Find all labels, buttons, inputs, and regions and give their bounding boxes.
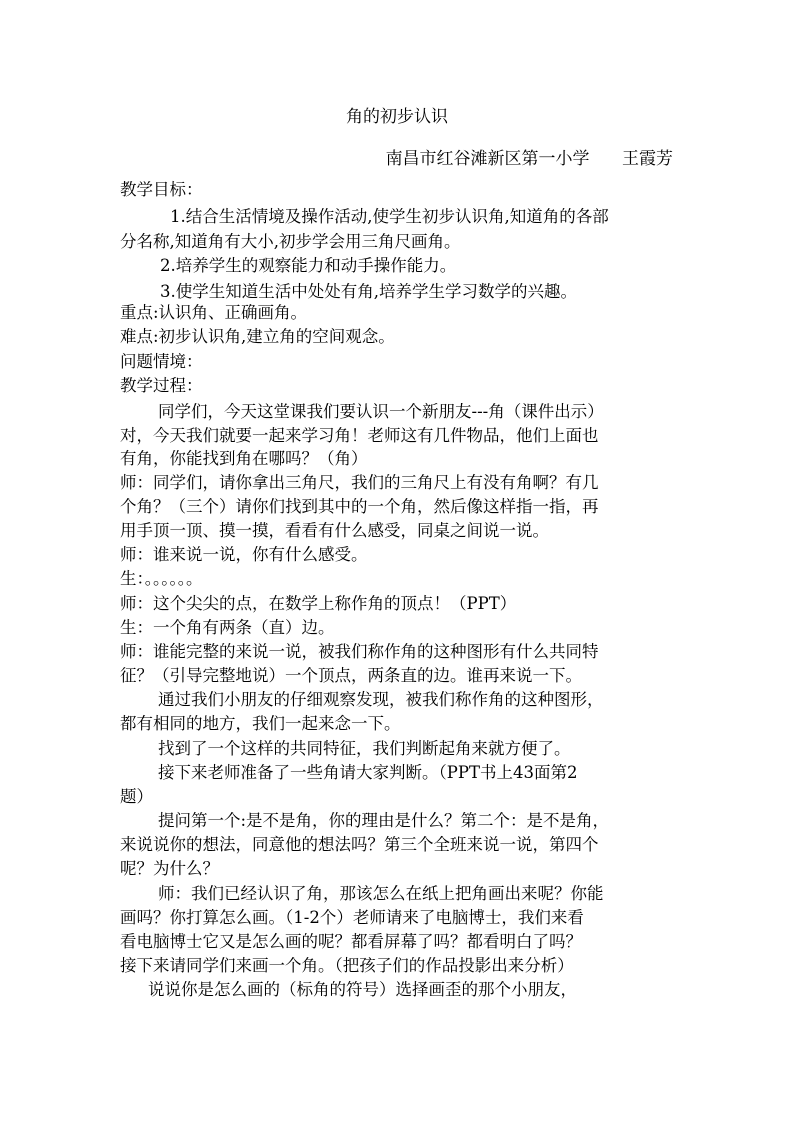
- text-line: 问题情境：: [120, 352, 203, 371]
- text-line: 师：同学们，请你拿出三角尺，我们的三角尺上有没有角啊？有几: [120, 473, 599, 492]
- text-line: 生：一个角有两条（直）边。: [120, 618, 335, 637]
- text-line: 分名称,知道角有大小,初步学会用三角尺画角。: [120, 232, 461, 251]
- author-line: 南昌市红谷滩新区第一小学 王霞芳: [385, 149, 673, 169]
- text-line: 呢？为什么？: [120, 859, 219, 878]
- text-line: 题）: [120, 787, 153, 806]
- text-line: 接下来老师准备了一些角请大家判断。（PPT书上43面第2: [158, 763, 578, 782]
- text-line: 说说你是怎么画的（标角的符号）选择画歪的那个小朋友，: [148, 980, 577, 999]
- text-line: 师：这个尖尖的点，在数学上称作角的顶点！（PPT）: [120, 594, 517, 613]
- text-line: 来说说你的想法，同意他的想法吗？第三个全班来说一说，第四个: [120, 835, 599, 854]
- text-line: 画吗？你打算怎么画。（1-2个）老师请来了电脑博士，我们来看: [120, 908, 584, 927]
- text-line: 提问第一个:是不是角，你的理由是什么？第二个：是不是角，: [158, 811, 610, 830]
- text-line: 师：谁来说一说，你有什么感受。: [120, 545, 368, 564]
- text-line: 看电脑博士它又是怎么画的呢？都看屏幕了吗？都看明白了吗？: [120, 932, 582, 951]
- text-line: 用手顶一顶、摸一摸，看看有什么感受，同桌之间说一说。: [120, 521, 549, 540]
- document-title: 角的初步认识: [346, 107, 448, 127]
- text-line: 难点:初步认识角,建立角的空间观念。: [120, 327, 395, 346]
- text-line: 重点:认识角、正确画角。: [120, 303, 308, 322]
- text-line: 教学过程：: [120, 376, 203, 395]
- text-line: 生：。。。。。。: [120, 569, 203, 588]
- text-line: 师：谁能完整的来说一说，被我们称作角的这种图形有什么共同特: [120, 642, 599, 661]
- text-line: 都有相同的地方，我们一起来念一下。: [120, 714, 401, 733]
- text-line: 同学们，今天这堂课我们要认识一个新朋友---角（课件出示）: [158, 402, 604, 421]
- text-line: 通过我们小朋友的仔细观察发现，被我们称作角的这种图形，: [158, 690, 604, 709]
- text-line: 2.培养学生的观察能力和动手操作能力。: [160, 256, 457, 275]
- text-line: 教学目标：: [120, 180, 203, 199]
- text-line: 找到了一个这样的共同特征，我们判断起角来就方便了。: [158, 739, 571, 758]
- text-line: 师：我们已经认识了角，那该怎么在纸上把角画出来呢？你能: [158, 884, 604, 903]
- text-line: 征？（引导完整地说）一个顶点，两条直的边。谁再来说一下。: [120, 666, 582, 685]
- text-line: 接下来请同学们来画一个角。（把孩子们的作品投影出来分析）: [120, 956, 574, 975]
- text-line: 有角，你能找到角在哪吗？（角）: [120, 449, 368, 468]
- text-line: 1.结合生活情境及操作活动,使学生初步认识角,知道角的各部: [170, 207, 609, 226]
- text-line: 个角？（三个）请你们找到其中的一个角，然后像这样指一指，再: [120, 497, 599, 516]
- text-line: 对，今天我们就要一起来学习角！老师这有几件物品，他们上面也: [120, 426, 599, 445]
- text-line: 3.使学生知道生活中处处有角,培养学生学习数学的兴趣。: [160, 282, 577, 301]
